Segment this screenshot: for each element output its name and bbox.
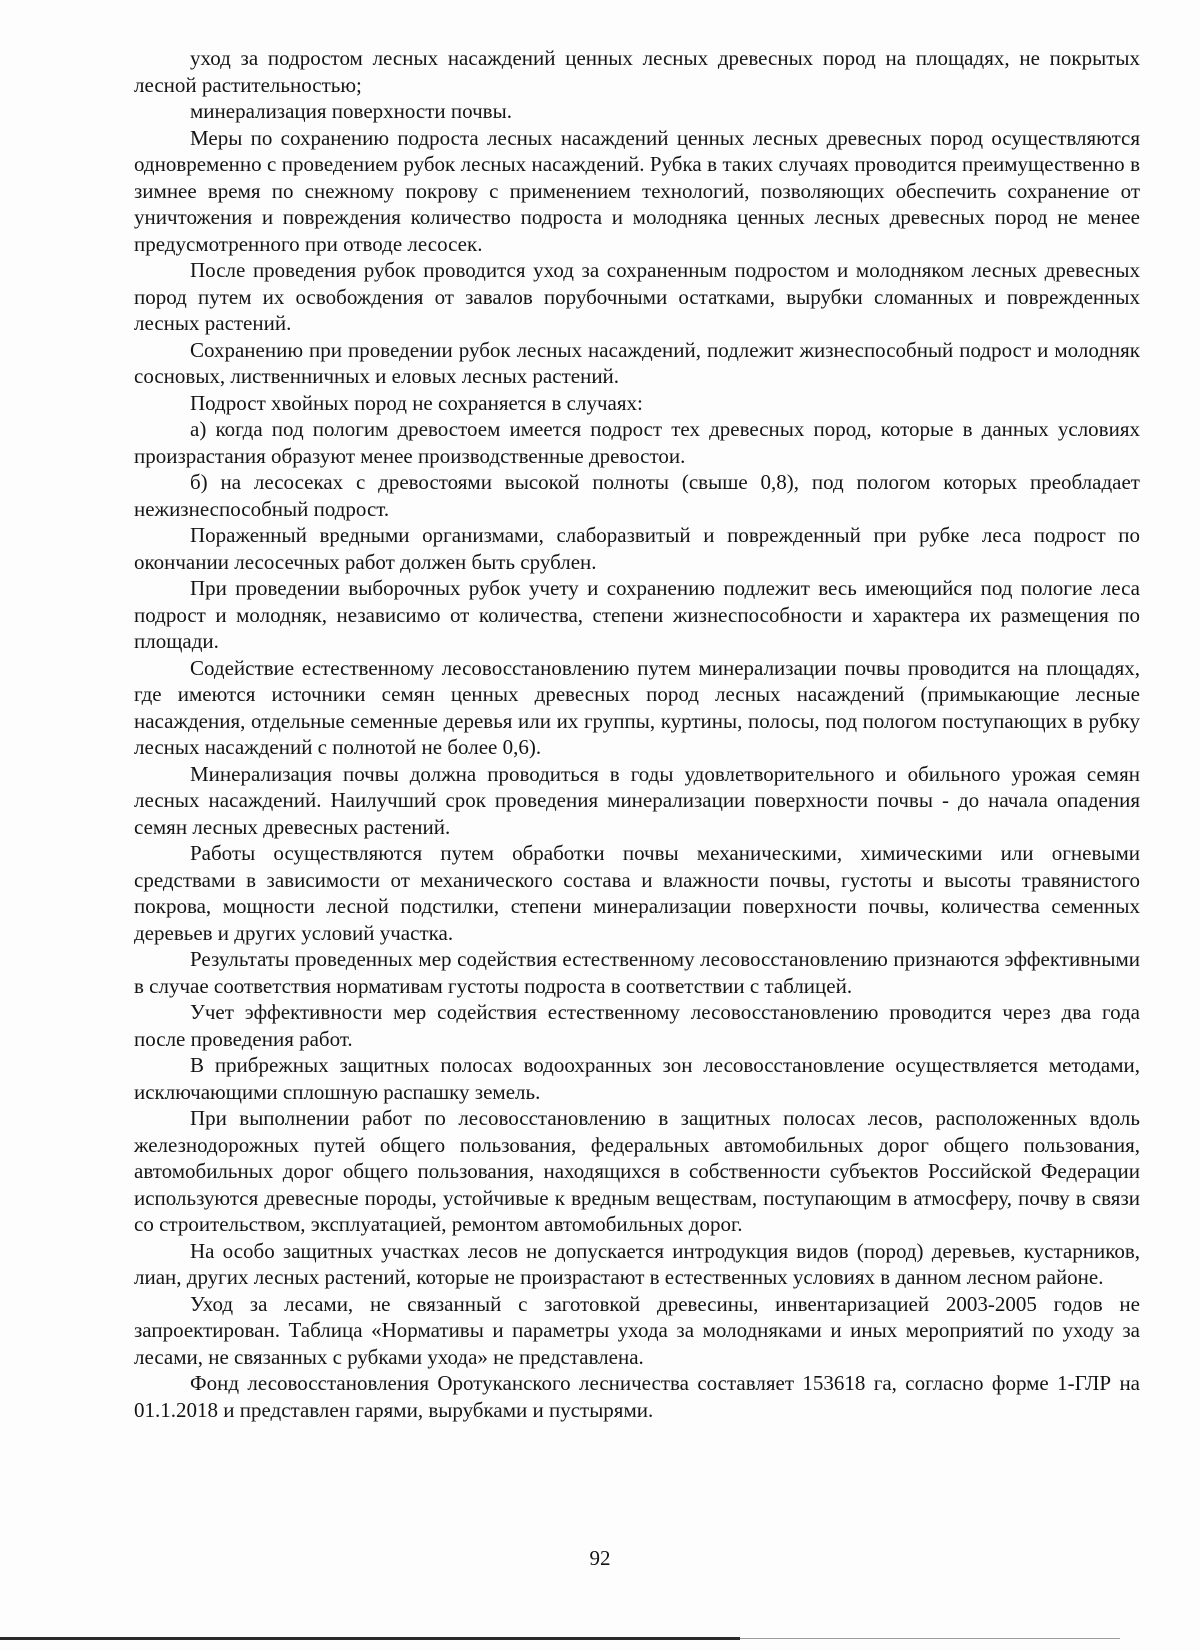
- paragraph: Фонд лесовосстановления Оротуканского лесничества составляет 153618 га, согласно форме 1-ГЛР на 01.1.2018 и представлен гарями, вырубками и пустырями.: [134, 1371, 1140, 1422]
- paragraph: Содействие естественному лесовосстановлению путем минерализации почвы проводится на площадях, где имеются источники семян ценных древесных пород лесных насаждений (примыкающие лесные насаждения, отдельные семенные деревья или их группы, куртины, полосы, под пологом поступающих в рубку лесных насаждений с полнотой не более 0,6).: [134, 655, 1140, 759]
- list-item: б) на лесосеках с древостоями высокой полноты (свыше 0,8), под пологом которых преобладает нежизнеспособный подрост.: [134, 470, 1140, 521]
- paragraph: Подрост хвойных пород не сохраняется в случаях:: [190, 390, 643, 415]
- paragraph: Пораженный вредными организмами, слаборазвитый и поврежденный при рубке леса подрост по окончании лесосечных работ должен быть срублен.: [134, 523, 1140, 574]
- paragraph: минерализация поверхности почвы.: [190, 99, 512, 123]
- scan-edge-line-faint: [740, 1638, 1120, 1639]
- paragraph: Минерализация почвы должна проводиться в годы удовлетворительного и обильного урожая семян лесных насаждений. Наилучший срок проведения минерализации поверхности почвы - до начала опадения семян лесных древесных растений.: [134, 761, 1140, 839]
- paragraph: Уход за лесами, не связанный с заготовкой древесины, инвентаризацией 2003-2005 годов не запроектирован. Таблица «Нормативы и параметры ухода за молодняками и иных мероприятий по уходу за лесами, не связанных с рубками ухода» не представлена.: [134, 1291, 1140, 1369]
- list-item: а) когда под пологим древостоем имеется подрост тех древесных пород, которые в данных условиях произрастания образуют менее производственные древостои.: [134, 417, 1140, 468]
- document-body: [134, 45, 1140, 1423]
- paragraph: Результаты проведенных мер содействия естественному лесовосстановлению признаются эффективными в случае соответствия нормативам густоты подроста в соответствии с таблицей.: [134, 947, 1140, 998]
- paragraph: Сохранению при проведении рубок лесных насаждений, подлежит жизнеспособный подрост и молодняк сосновых, лиственничных и еловых лесных растений.: [134, 337, 1140, 388]
- paragraph: Учет эффективности мер содействия естественному лесовосстановлению проводится через два года после проведения работ.: [134, 1000, 1140, 1051]
- paragraph: В прибрежных защитных полосах водоохранных зон лесовосстановление осуществляется методами, исключающими сплошную распашку земель.: [134, 1053, 1140, 1104]
- paragraph: уход за подростом лесных насаждений ценных лесных древесных пород на площадях, не покрытых лесной растительностью;: [134, 46, 1140, 97]
- page-number: 92: [589, 1546, 611, 1570]
- paragraph: Работы осуществляются путем обработки почвы механическими, химическими или огневыми средствами в зависимости от механического состава и влажности почвы, густоты и высоты травянистого покрова, мощности лесной подстилки, степени минерализации поверхности почвы, количества семенных деревьев и других условий участка.: [134, 841, 1140, 945]
- paragraph: На особо защитных участках лесов не допускается интродукция видов (пород) деревьев, кустарников, лиан, других лесных растений, которые не произрастают в естественных условиях в данном лесном районе.: [134, 1238, 1140, 1289]
- paragraph: Меры по сохранению подроста лесных насаждений ценных лесных древесных пород осуществляются одновременно с проведением рубок лесных насаждений. Рубка в таких случаях проводится преимущественно в зимнее время по снежному покрову с применением технологий, позволяющих обеспечить сохранение от уничтожения и повреждения количество подроста и молодняка ценных лесных древесных пород не менее предусмотренного при отводе лесосек.: [134, 125, 1140, 256]
- paragraph: При выполнении работ по лесовосстановлению в защитных полосах лесов, расположенных вдоль железнодорожных путей общего пользования, федеральных автомобильных дорог общего пользования, автомобильных дорог общего пользования, находящихся в собственности субъектов Российской Федерации используются древесные породы, устойчивые к вредным веществам, поступающим в атмосферу, почву в связи со строительством, эксплуатацией, ремонтом автомобильных дорог.: [134, 1106, 1140, 1236]
- scan-edge-line: [0, 1637, 740, 1640]
- paragraph: При проведении выборочных рубок учету и сохранению подлежит весь имеющийся под пологие леса подрост и молодняк, независимо от количества, степени жизнеспособности и характера их размещения по площади.: [134, 576, 1140, 653]
- paragraph: После проведения рубок проводится уход за сохраненным подростом и молодняком лесных древесных пород путем их освобождения от завалов порубочными остатками, вырубки сломанных и поврежденных лесных растений.: [134, 258, 1140, 335]
